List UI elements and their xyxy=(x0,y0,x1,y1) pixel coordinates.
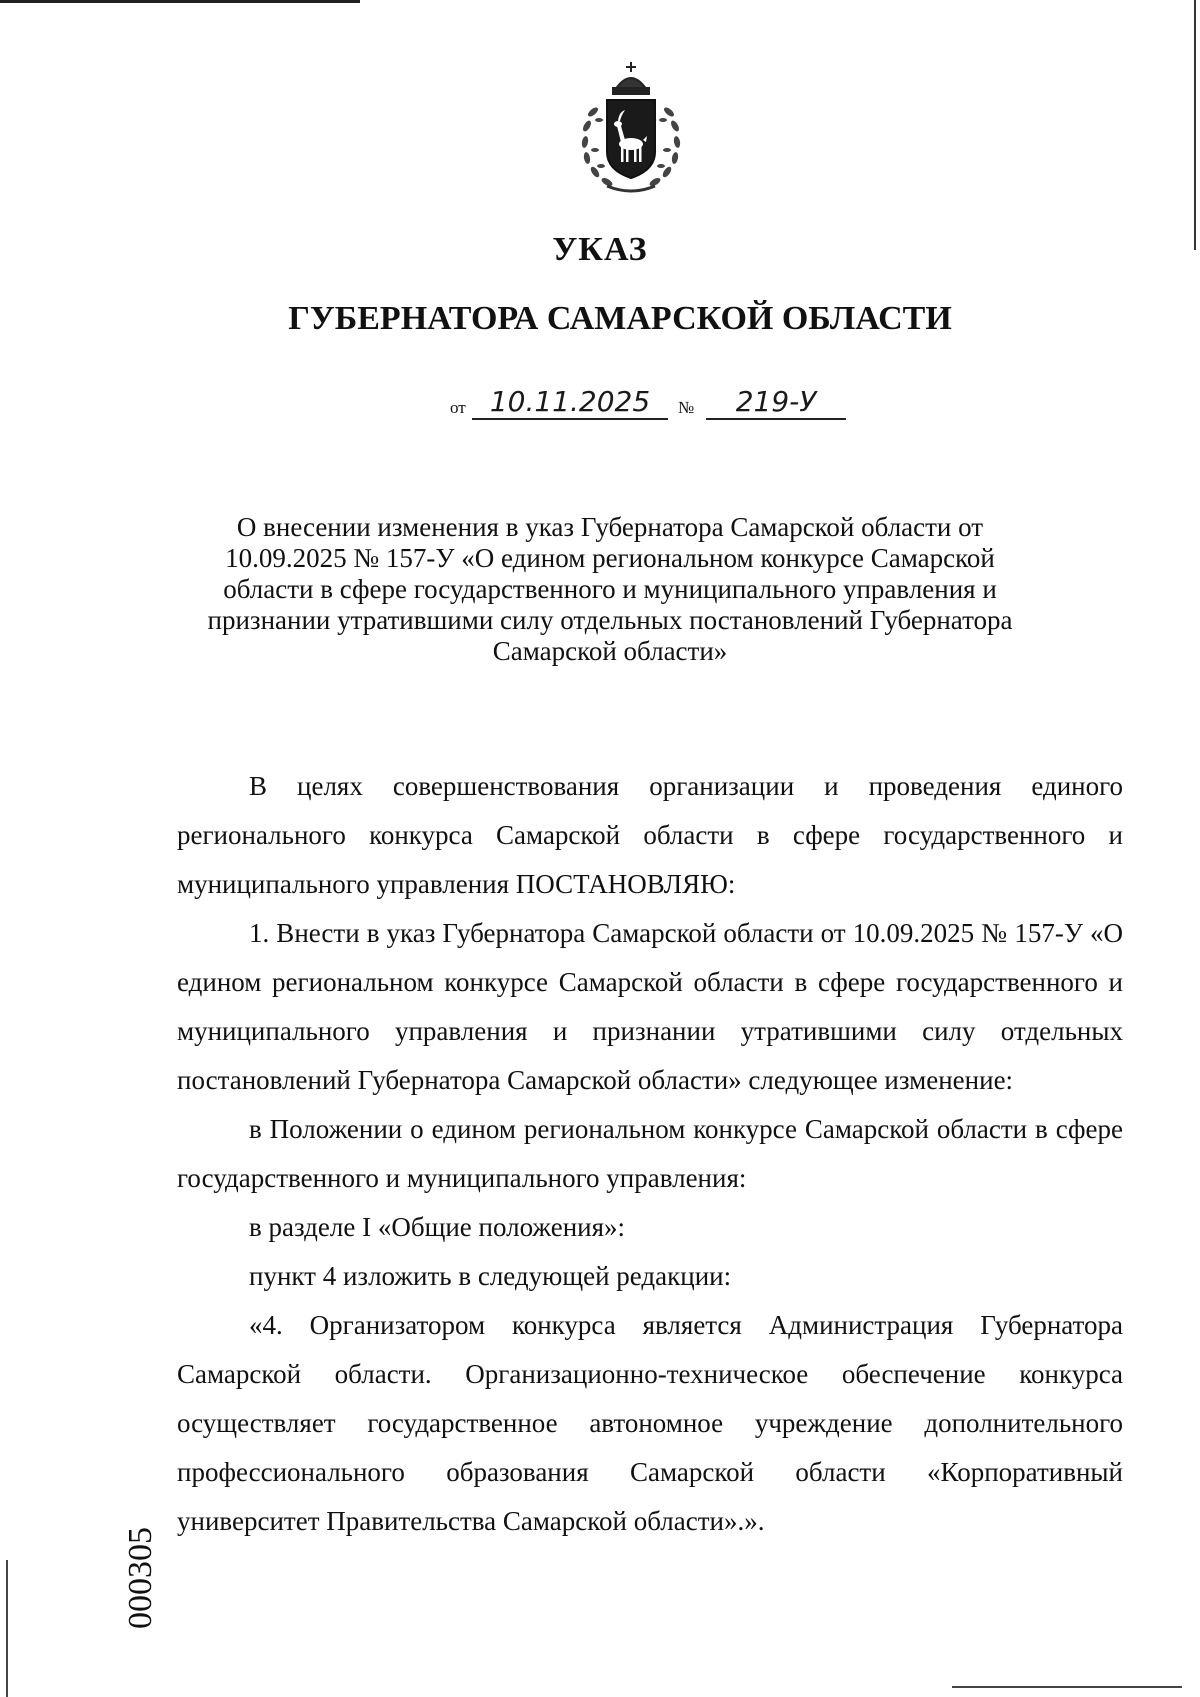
scan-edge-right xyxy=(1194,0,1196,250)
paragraph-point: пункт 4 изложить в следующей редакции: xyxy=(249,1261,732,1291)
number-value: 219-У xyxy=(706,386,846,420)
document-body xyxy=(177,762,1123,1546)
coat-of-arms-icon xyxy=(571,60,691,200)
date-label: от xyxy=(450,398,466,417)
paragraph-provision: в Положении о едином региональном конкурсе Самарской области в сфере государственного и муниципального управления: xyxy=(177,1114,1123,1193)
side-number-text: 000305 xyxy=(122,1527,159,1629)
paragraph-preamble: В целях совершенствования организации и проведения единого регионального конкурса Самарской области в сфере государственного и муниципального управления ПОСТАНОВЛЯЮ: xyxy=(177,771,1123,899)
number-label: № xyxy=(678,398,695,417)
side-registration-number xyxy=(121,1523,161,1633)
scan-edge-bottom xyxy=(952,1686,1182,1688)
date-number-line xyxy=(450,384,850,424)
document-title: УКАЗ xyxy=(552,231,648,268)
paragraph-section: в разделе I «Общие положения»: xyxy=(249,1212,626,1242)
document-issuer: ГУБЕРНАТОРА САМАРСКОЙ ОБЛАСТИ xyxy=(288,300,952,337)
scan-edge-left xyxy=(6,1560,8,1697)
date-value: 10.11.2025 xyxy=(472,386,668,420)
scan-edge-top xyxy=(0,0,360,3)
paragraph-item-1: 1. Внести в указ Губернатора Самарской области от 10.09.2025 № 157-У «О едином региональном конкурсе Самарской области в сфере государственного и муниципального управления и признании утратившими силу отдельных постановлений Губернатора Самарской области» следующее изменение: xyxy=(177,918,1123,1095)
paragraph-new-text: «4. Организатором конкурса является Администрация Губернатора Самарской области. Организационно-техническое обеспечение конкурса осуществляет государственное автономное учреждение дополнительного профессионального образования Самарской области «Корпоративный университет Правительства Самарской области».». xyxy=(177,1310,1123,1536)
document-subject: О внесении изменения в указ Губернатора Самарской области от 10.09.2025 № 157-У «О едином региональном конкурсе Самарской области в сфере государственного и муниципального управления и признании утратившими силу отдельных постановлений Губернатора Самарской области» xyxy=(207,512,1013,666)
